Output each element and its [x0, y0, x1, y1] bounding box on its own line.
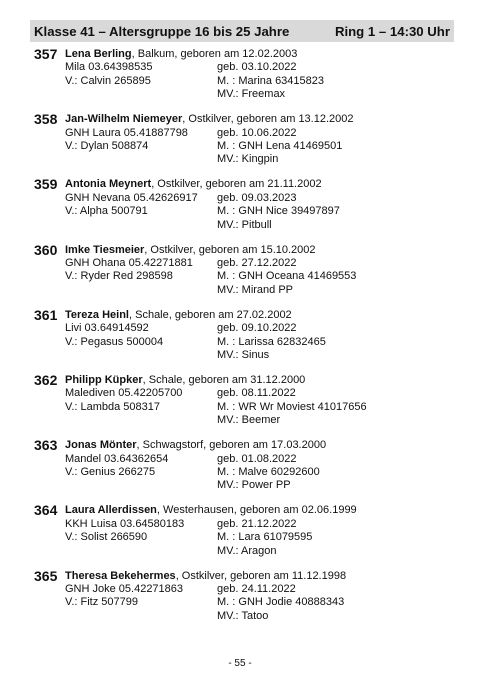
rider-name: Antonia Meynert: [65, 178, 152, 191]
horse-name: Malediven 05.42205700: [65, 387, 183, 400]
dam: M. : GNH Nice 39497897: [217, 205, 340, 218]
rider-info: , Schwagstorf, geboren am 17.03.2000: [136, 439, 327, 452]
horse-birth: geb. 27.12.2022: [217, 256, 297, 269]
rider-name: Jonas Mönter: [65, 439, 137, 452]
horse-birth: geb. 09.03.2023: [217, 191, 297, 204]
horse-birth: geb. 09.10.2022: [217, 322, 297, 335]
dam-sire: MV.: Mirand PP: [217, 283, 294, 296]
rider-name: Imke Tiesmeier: [65, 243, 145, 256]
rider-line: [65, 309, 292, 322]
rider-line: [65, 244, 316, 257]
dam-sire: MV.: Sinus: [217, 348, 270, 361]
rider-info: , Schale, geboren am 27.02.2002: [129, 308, 292, 321]
rider-name: Lena Berling: [65, 48, 132, 60]
entry-365: [34, 567, 454, 635]
horse-birth: geb. 21.12.2022: [217, 517, 297, 530]
entry-363: [34, 439, 454, 504]
entry-number: 363: [34, 437, 58, 454]
entry-number: 359: [34, 176, 58, 193]
dam-sire: MV.: Beemer: [217, 414, 281, 427]
dam: M. : GNH Oceana 41469553: [217, 270, 357, 283]
sire: V.: Fitz 507799: [65, 596, 138, 609]
rider-line: [65, 439, 326, 452]
dam-sire: MV.: Pitbull: [217, 218, 272, 231]
entry-361: [34, 306, 454, 374]
ring-time: Ring 1 – 14:30 Uhr: [334, 23, 450, 39]
rider-line: [65, 570, 346, 583]
dam: M. : Lara 61079595: [217, 531, 313, 544]
rider-info: , Ostkilver, geboren am 15.10.2002: [144, 243, 316, 256]
dam: M. : Marina 63415823: [217, 74, 325, 87]
sire: V.: Lambda 508317: [65, 400, 161, 413]
horse-name: GNH Joke 05.42271863: [65, 582, 184, 595]
horse-name: Mila 03.64398535: [65, 61, 153, 74]
rider-name: Laura Allerdissen: [65, 504, 157, 517]
rider-line: [65, 504, 357, 517]
entry-359: [34, 178, 454, 243]
rider-line: [65, 48, 297, 61]
sire: V.: Ryder Red 298598: [65, 270, 173, 283]
dam-sire: MV.: Aragon: [217, 544, 277, 557]
horse-birth: geb. 08.11.2022: [217, 387, 296, 400]
entry-number: 364: [34, 502, 58, 519]
entry-number: 362: [34, 371, 58, 388]
rider-info: , Schale, geboren am 31.12.2000: [142, 373, 306, 386]
rider-info: , Balkum, geboren am 12.02.2003: [131, 48, 298, 60]
sire: V.: Genius 266275: [65, 465, 156, 478]
horse-name: GNH Nevana 05.42626917: [65, 191, 198, 204]
horse-name: KKH Luisa 03.64580183: [65, 517, 185, 530]
entry-number: 360: [34, 241, 58, 258]
sire: V.: Solist 266590: [65, 531, 148, 544]
dam-sire: MV.: Freemax: [217, 88, 286, 101]
sire: V.: Alpha 500791: [65, 205, 148, 218]
rider-name: Philipp Küpker: [65, 373, 143, 386]
entry-number: 357: [34, 46, 58, 62]
entry-364: [34, 504, 454, 569]
dam-sire: MV.: Tatoo: [217, 609, 269, 622]
dam-sire: MV.: Power PP: [217, 479, 291, 492]
rider-line: [65, 113, 354, 126]
horse-name: Mandel 03.64362654: [65, 452, 169, 465]
sire: V.: Dylan 508874: [65, 139, 149, 152]
horse-name: GNH Ohana 05.42271881: [65, 256, 193, 269]
entry-number: 361: [34, 306, 58, 323]
rider-name: Tereza Heinl: [65, 308, 129, 321]
dam: M. : Larissa 62832465: [217, 335, 326, 348]
horse-birth: geb. 24.11.2022: [217, 582, 296, 595]
dam: M. : Malve 60292600: [217, 465, 320, 478]
horse-birth: geb. 10.06.2022: [217, 126, 297, 139]
horse-birth: geb. 01.08.2022: [217, 452, 297, 465]
horse-name: GNH Laura 05.41887798: [65, 126, 188, 139]
sire: V.: Pegasus 500004: [65, 335, 164, 348]
sire: V.: Calvin 265895: [65, 74, 151, 87]
entry-357: [34, 48, 454, 113]
dam-sire: MV.: Kingpin: [217, 153, 279, 166]
page-number: - 55 -: [228, 658, 252, 669]
class-header: [30, 20, 454, 42]
rider-name: Theresa Bekehermes: [65, 569, 176, 582]
dam: M. : GNH Lena 41469501: [217, 139, 343, 152]
dam: M. : WR Wr Moviest 41017656: [217, 400, 367, 413]
entry-362: [34, 371, 454, 439]
rider-info: , Ostkilver, geboren am 13.12.2002: [182, 113, 354, 126]
rider-line: [65, 374, 305, 387]
horse-birth: geb. 03.10.2022: [217, 61, 297, 74]
entry-number: 358: [34, 111, 58, 128]
entry-358: [34, 113, 454, 178]
rider-info: , Ostkilver, geboren am 11.12.1998: [175, 569, 347, 582]
dam: M. : GNH Jodie 40888343: [217, 596, 345, 609]
class-title: Klasse 41 – Altersgruppe 16 bis 25 Jahre: [34, 23, 290, 39]
rider-name: Jan-Wilhelm Niemeyer: [65, 113, 183, 126]
rider-info: , Ostkilver, geboren am 21.11.2002: [151, 178, 322, 191]
entry-number: 365: [34, 567, 58, 584]
rider-line: [65, 178, 322, 191]
horse-name: Livi 03.64914592: [65, 322, 149, 335]
rider-info: , Westerhausen, geboren am 02.06.1999: [156, 504, 357, 517]
entry-360: [34, 241, 454, 309]
entry-list: [34, 48, 454, 635]
